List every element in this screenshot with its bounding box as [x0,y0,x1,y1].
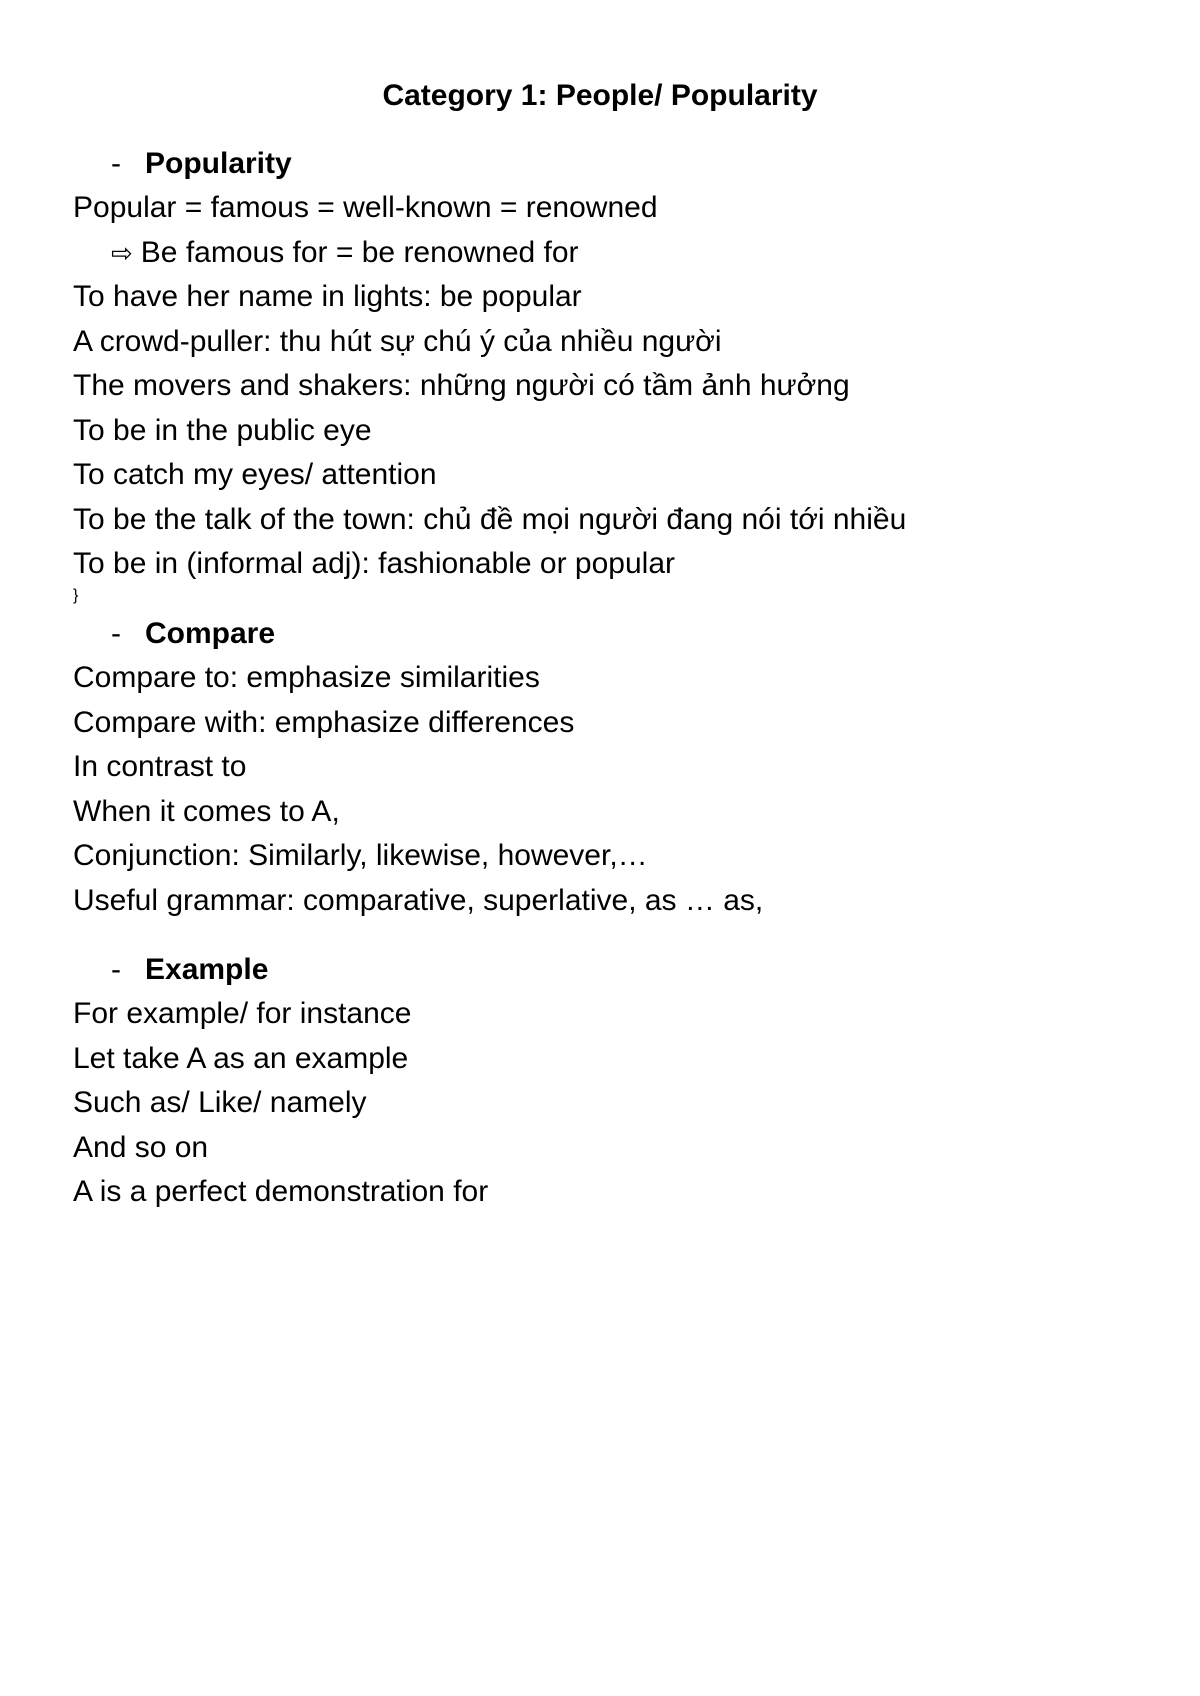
bullet-dash: - [111,147,121,180]
section-heading-example [73,948,1153,992]
bullet-dash: - [111,617,121,650]
text-line: To have her name in lights: be popular [73,280,582,313]
section-heading-label: Compare [145,617,276,650]
section-heading-compare [73,612,1153,656]
text-line-content: Be famous for = be renowned for [140,235,579,269]
text-line: Conjunction: Similarly, likewise, however,… [73,839,648,872]
text-line: And so on [73,1130,209,1164]
text-line-indented [73,231,1153,276]
text-line: When it comes to A, [73,794,340,828]
text-line: In contrast to [73,750,247,783]
section-heading-label: Popularity [145,147,292,180]
text-line: To be the talk of the town: chủ đề mọi người đang nói tới nhiều [73,502,907,536]
text-line: To be in the public eye [73,413,372,447]
section-popularity: - Popularity Popular = famous = well-known = renowned ⇨ Be famous for = be renowned for To have her name in lights: be popular A crowd-puller: thu hút sự chú ý của nhiều người The movers and shakers: những người có tầm ảnh hưởng To be in the public eye To catch my eyes/ attention To be the talk of the town: chủ đề mọi người đang nói tới nhiều To be in (informal adj): fashionable or popular } [73,142,1153,605]
section-compare [73,612,1153,923]
text-line: Popular = famous = well-known = renowned [73,191,658,224]
text-line: A is a perfect demonstration for [73,1175,489,1208]
text-line: To catch my eyes/ attention [73,458,437,491]
arrow-right-icon: ⇨ [111,237,133,268]
section-heading-popularity [73,142,1153,186]
text-line: The movers and shakers: những người có tầm ảnh hưởng [73,369,850,402]
text-line: Let take A as an example [73,1041,409,1075]
text-line: Useful grammar: comparative, superlative, as … as, [73,883,764,917]
text-line: A crowd-puller: thu hút sự chú ý của nhiều người [73,324,722,358]
text-line: Compare with: emphasize differences [73,705,575,739]
text-line: To be in (informal adj): fashionable or popular [73,547,676,580]
section-heading-label: Example [145,953,269,986]
text-line: Such as/ Like/ namely [73,1086,367,1119]
page-title: Category 1: People/ Popularity [382,79,818,112]
section-example [73,948,1153,1215]
text-line: For example/ for instance [73,997,412,1030]
text-line: Compare to: emphasize similarities [73,661,540,694]
bullet-dash: - [111,953,121,986]
